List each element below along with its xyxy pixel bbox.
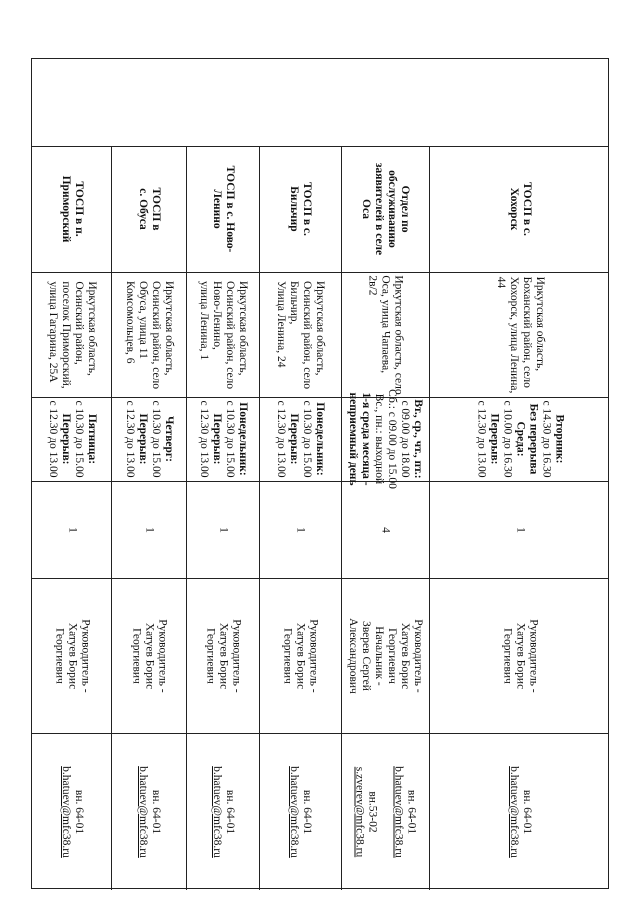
schedule-text — [474, 400, 565, 477]
schedule-line: с 12.30 до 13.00 — [475, 400, 487, 478]
head-line: Александрович — [347, 617, 359, 694]
head-text — [203, 619, 242, 693]
contact-line: b.hatuev@mfc38.ru — [288, 765, 300, 858]
address-line: Комсомольцев, 6 — [123, 280, 136, 364]
head-line: Хатуев Борис — [399, 622, 411, 689]
schedule-line: Понедельник: — [236, 402, 249, 476]
name-line: Оса — [360, 199, 372, 219]
head-line: Георгиевич — [130, 627, 142, 684]
name-line: с. Обуса — [136, 188, 149, 230]
count-value: 1 — [217, 526, 229, 533]
name-text — [210, 166, 236, 253]
address-text — [274, 280, 326, 388]
schedule-line: Понедельник: — [314, 402, 326, 476]
cell-contact — [259, 733, 341, 890]
name-line: обслуживанию — [386, 170, 398, 248]
head-text — [129, 619, 168, 693]
address-text — [123, 280, 175, 388]
count-text — [513, 527, 526, 533]
address-line: Оса, улица Чапаева, — [379, 274, 392, 373]
name-text — [287, 182, 313, 236]
head-line: Руководитель - — [412, 618, 424, 693]
cell-contact — [341, 733, 429, 890]
contact-text — [210, 766, 236, 858]
schedule-line: Среда: — [514, 421, 526, 457]
address-line: Осинский район, село — [301, 280, 313, 389]
cell-contact — [111, 733, 186, 890]
cell-head — [32, 578, 111, 733]
count-text — [65, 527, 78, 533]
head-line: Руководитель - — [527, 618, 539, 693]
cell-schedule — [259, 397, 341, 481]
head-text — [346, 618, 424, 694]
address-line: 44 — [494, 276, 507, 288]
address-line: улица Ленина, 1 — [197, 280, 210, 360]
cell-contact — [429, 733, 610, 890]
cell-count — [259, 481, 341, 578]
contact-line: вн. 64-01 — [520, 789, 533, 834]
head-line: Руководитель - — [307, 618, 320, 693]
cell-contact — [32, 733, 111, 890]
head-line: Георгиевич — [386, 627, 398, 684]
head-line: Начальник - — [373, 625, 385, 686]
cell-schedule — [111, 397, 186, 481]
schedule-line: с 09.00 до 18.00 — [399, 400, 411, 478]
schedule-line: Четверг: — [162, 416, 175, 462]
schedule-line: с 14.30 до 16.30 — [540, 400, 552, 478]
name-text — [136, 188, 162, 231]
address-text — [197, 280, 249, 388]
name-text — [359, 163, 411, 255]
schedule-line: Перерыв: — [136, 413, 149, 465]
cell-schedule — [341, 389, 429, 489]
address-line: Хохорск, улица Ленина, — [507, 276, 520, 393]
schedule-line: с 10.30 до 15.00 — [301, 400, 313, 478]
head-line: Георгиевич — [281, 627, 294, 684]
contact-line: вн.53-02 — [366, 790, 379, 833]
address-line: Улица Ленина, 24 — [275, 280, 287, 367]
contact-line: b.hatuev@mfc38.ru — [210, 765, 223, 858]
cell-count — [341, 481, 429, 578]
cell-address — [186, 272, 259, 397]
cell-count — [111, 481, 186, 578]
head-line: Георгиевич — [204, 627, 216, 684]
name-line: ТОСП в п. — [72, 181, 85, 237]
address-text — [46, 281, 98, 388]
address-line: Бильчир, — [288, 280, 300, 324]
address-line: Осинский район, — [72, 280, 85, 365]
schedule-line: с 10.00 до 16.30 — [501, 400, 513, 478]
name-line: Отдел по — [399, 185, 411, 233]
address-line: Обуса, улица 11 — [136, 280, 149, 359]
name-line: Хохорск — [507, 187, 520, 231]
contact-line: вн. 64-01 — [405, 789, 418, 834]
schedule-line: Вс., пн.: выходной — [373, 393, 385, 485]
name-line: Приморский — [59, 175, 72, 243]
schedule-line: Вт., ср., чт., пт.: — [412, 399, 424, 479]
name-line: ТОСП в с. Ново- — [223, 165, 236, 253]
cell-address — [429, 272, 610, 397]
head-text — [52, 619, 91, 693]
head-line: Хатуев Борис — [514, 622, 526, 689]
contact-line: вн. 64-01 — [72, 789, 85, 834]
address-line: Иркутская область, — [236, 280, 249, 376]
contact-line: вн. 64-01 — [223, 789, 236, 834]
address-line: улица Гагарина, 25А — [46, 280, 59, 383]
cell-head — [429, 578, 610, 733]
schedule-line: Вторник: — [553, 414, 565, 464]
schedule-text — [274, 400, 326, 477]
schedule-text — [346, 389, 424, 489]
address-line: Иркутская область, — [85, 280, 98, 376]
contact-line — [379, 766, 392, 858]
cell-head — [111, 578, 186, 733]
head-line: Хатуев Борис — [143, 622, 155, 689]
schedule-line: Перерыв: — [210, 413, 223, 465]
address-line: Иркутская область, — [533, 276, 546, 371]
schedule-line: с 10.30 до 15.00 — [72, 400, 85, 478]
schedule-line: 1-я среда месяца - — [360, 392, 372, 486]
cell-head — [341, 578, 429, 733]
schedule-text — [46, 400, 98, 477]
contact-line: вн. 64-01 — [149, 789, 162, 834]
head-line: Хатуев Борис — [66, 622, 78, 689]
address-text — [366, 275, 405, 394]
cell-count — [32, 481, 111, 578]
count-value: 1 — [66, 526, 78, 533]
count-text — [216, 527, 229, 533]
cell-count — [429, 481, 610, 578]
address-line: Боханский район, село — [520, 276, 533, 388]
contact-line: b.hatuev@mfc38.ru — [59, 765, 72, 858]
schedule-line: с 12.30 до 13.00 — [123, 400, 136, 478]
head-line: Георгиевич — [501, 627, 513, 684]
schedule-line: Без перерыва — [527, 403, 539, 475]
head-line: Руководитель - — [156, 618, 168, 693]
address-line: Ново-Ленино, — [210, 280, 223, 350]
cell-count — [186, 481, 259, 578]
cell-name — [111, 146, 186, 272]
head-line: Хатуев Борис — [294, 622, 307, 689]
count-value: 4 — [379, 526, 392, 533]
cell-name — [186, 146, 259, 272]
head-text — [500, 619, 539, 693]
head-line: Руководитель - — [230, 618, 242, 693]
contact-line: вн. 64-01 — [301, 789, 313, 834]
name-line: Бильчир — [288, 186, 300, 232]
cell-address — [32, 272, 111, 397]
contact-text — [136, 766, 162, 858]
schedule-line: Перерыв: — [488, 413, 500, 465]
schedule-line: неприемный день — [347, 392, 359, 486]
contact-line: b.hatuev@mfc38.ru — [507, 765, 520, 858]
schedule-line: с 10.30 до 15.00 — [149, 400, 162, 478]
schedule-line: с 12.30 до 13.00 — [275, 400, 287, 478]
name-text — [507, 182, 533, 236]
cell-name — [32, 146, 111, 272]
schedule-line: с 10.30 до 15.00 — [223, 400, 236, 478]
address-line: Иркутская область, — [314, 280, 326, 376]
count-value: 1 — [143, 526, 155, 533]
offices-table — [31, 58, 609, 889]
name-text — [59, 176, 85, 243]
cell-head — [186, 578, 259, 733]
count-text — [379, 527, 392, 533]
contact-line: b.hatuev@mfc38.ru — [136, 765, 149, 858]
schedule-line: Перерыв: — [288, 413, 300, 465]
cell-address — [259, 272, 341, 397]
cell-name — [259, 146, 341, 272]
schedule-line: Пятница: — [85, 413, 98, 465]
contact-text — [507, 766, 533, 858]
address-line: Иркутская область, село — [392, 274, 405, 395]
name-line: ТОСП в с. — [520, 182, 533, 236]
head-line: Георгиевич — [53, 627, 65, 684]
cell-schedule — [32, 397, 111, 481]
schedule-line: с 12.30 до 13.00 — [46, 400, 59, 478]
head-line: Зверев Сергей — [360, 620, 372, 691]
cell-name — [341, 146, 429, 272]
count-value: 1 — [514, 526, 526, 533]
address-line: 2в/2 — [366, 274, 379, 295]
cell-head — [259, 578, 341, 733]
schedule-line: с 12.30 до 13.00 — [197, 400, 210, 478]
contact-line: b.hatuev@mfc38.ru — [392, 765, 405, 858]
name-line: ТОСП в с. — [301, 182, 313, 236]
address-line: Осинский район, село — [223, 280, 236, 389]
cell-address — [341, 272, 429, 397]
schedule-text — [197, 400, 249, 477]
address-line: Иркутская область, — [162, 280, 175, 376]
cell-name — [429, 146, 610, 272]
name-line: заявителей в селе — [373, 162, 385, 256]
count-text — [142, 527, 155, 533]
head-text — [281, 619, 320, 693]
cell-schedule — [186, 397, 259, 481]
name-line: ТОСП в — [149, 187, 162, 231]
address-text — [494, 276, 546, 393]
contact-line: s.zverev@mfc38.ru — [353, 766, 366, 857]
address-line: поселок Приморский, — [59, 280, 72, 389]
head-line: Хатуев Борис — [217, 622, 229, 689]
contact-text — [287, 766, 313, 858]
head-line: Руководитель - — [79, 618, 91, 693]
name-line: Ленино — [210, 189, 223, 229]
contact-text — [353, 766, 418, 858]
schedule-line: Сб.: с 09.00 до 15.00 — [386, 389, 398, 489]
address-line: Осинский район, село — [149, 280, 162, 389]
cell-contact — [186, 733, 259, 890]
contact-text — [59, 766, 85, 858]
cell-address — [111, 272, 186, 397]
count-text — [294, 527, 307, 533]
schedule-text — [123, 400, 175, 477]
schedule-line: Перерыв: — [59, 413, 72, 465]
count-value: 1 — [294, 526, 307, 533]
cell-schedule — [429, 397, 610, 481]
